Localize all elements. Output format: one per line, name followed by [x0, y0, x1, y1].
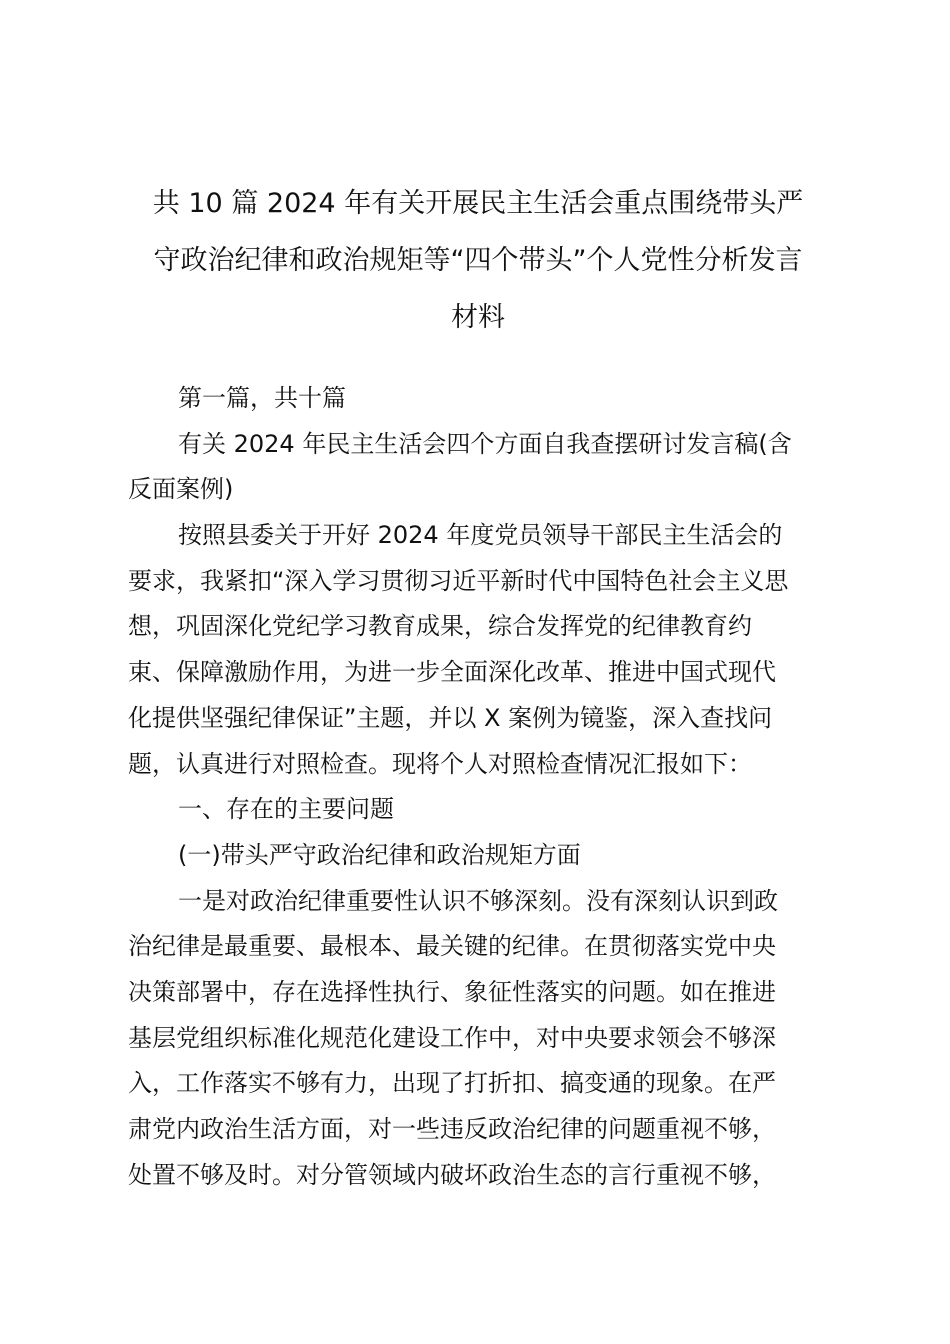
paragraph-line: 按照县委关于开好 2024 年度党员领导干部民主生活会的 — [178, 521, 783, 550]
paragraph-line: 决策部署中，存在选择性执行、象征性落实的问题。如在推进 — [128, 977, 776, 1006]
article-title-line: 反面案例) — [128, 475, 234, 504]
paragraph-line: 想，巩固深化党纪学习教育成果，综合发挥党的纪律教育约 — [128, 612, 752, 641]
paragraph-line: 要求，我紧扣“深入学习贯彻习近平新时代中国特色社会主义思 — [128, 566, 789, 595]
title-line: 共 10 篇 2024 年有关开展民主生活会重点围绕带头严 — [152, 188, 804, 219]
title-line: 材料 — [451, 302, 505, 333]
heading-level-2: (一)带头严守政治纪律和政治规矩方面 — [178, 840, 581, 869]
paragraph-line: 肃党内政治生活方面，对一些违反政治纪律的问题重视不够， — [128, 1115, 776, 1143]
title-line: 守政治纪律和政治规矩等“四个带头”个人党性分析发言 — [153, 245, 803, 276]
article-title-line: 有关 2024 年民主生活会四个方面自我查摆研讨发言稿(含 — [178, 429, 792, 458]
paragraph-line: 处置不够及时。对分管领域内破坏政治生态的言行重视不够， — [128, 1160, 776, 1189]
paragraph-line: 题，认真进行对照检查。现将个人对照检查情况汇报如下： — [128, 749, 752, 778]
paragraph-line: 入，工作落实不够有力，出现了打折扣、搞变通的现象。在严 — [128, 1069, 776, 1098]
paragraph-line: 一是对政治纪律重要性认识不够深刻。没有深刻认识到政 — [178, 886, 778, 915]
paragraph-line: 束、保障激励作用，为进一步全面深化改革、推进中国式现代 — [128, 658, 776, 687]
document-body — [128, 376, 830, 1198]
document-title — [128, 175, 828, 346]
paragraph-line: 治纪律是最重要、最根本、最关键的纪律。在贯彻落实党中央 — [128, 932, 776, 961]
heading-level-1: 一、存在的主要问题 — [178, 795, 394, 824]
paragraph-line: 基层党组织标准化规范化建设工作中，对中央要求领会不够深 — [128, 1023, 776, 1052]
section-heading: 第一篇，共十篇 — [178, 384, 346, 412]
paragraph-line: 化提供坚强纪律保证”主题，并以 X 案例为镜鉴，深入查找问 — [128, 703, 773, 732]
